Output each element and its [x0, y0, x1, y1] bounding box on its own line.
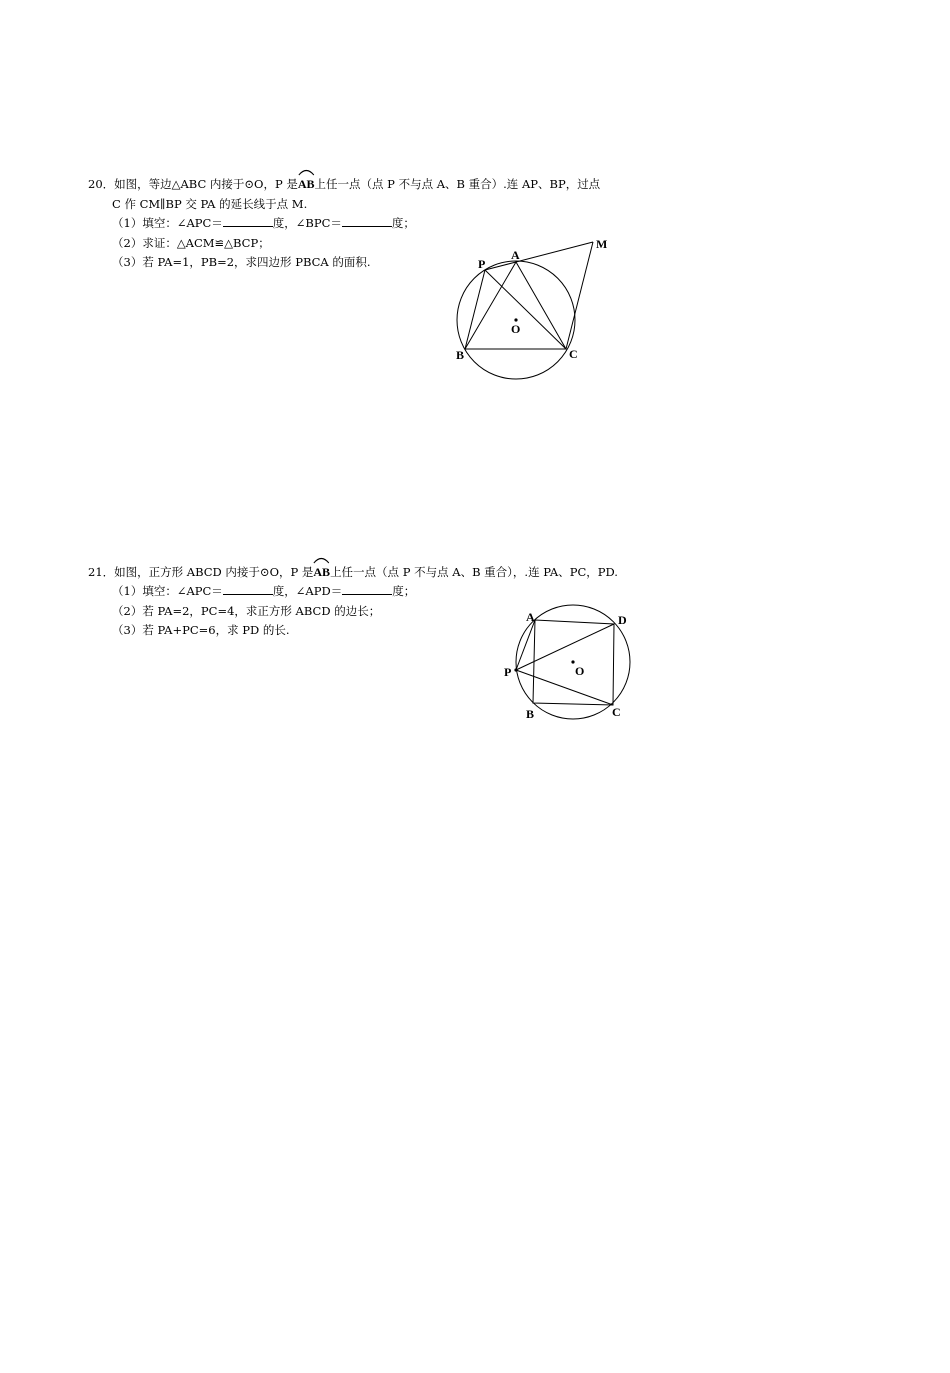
problem-21-question-1: [112, 583, 415, 599]
problem-21-question-3: （3）若 PA+PC=6，求 PD 的长.: [112, 623, 290, 637]
q1-text-c: 度；: [391, 216, 415, 230]
answer-blank-apc[interactable]: [223, 215, 273, 227]
segment-am: [516, 242, 593, 262]
problem-20-question-2: （2）求证：△ACM≌△BCP；: [112, 236, 270, 250]
answer-blank-apc-21[interactable]: [223, 583, 273, 595]
problem-21-question-2: （2）若 PA=2，PC=4，求正方形 ABCD 的边长；: [112, 604, 381, 618]
problem-21-text-a: 21．如图，正方形 ABCD 内接于⊙O，P 是: [88, 565, 314, 579]
label-p: P: [478, 257, 486, 271]
problem-21-text-b: 上任一点（点 P 不与点 A、B 重合），.连 PA、PC，PD.: [330, 565, 618, 579]
q1-text-a: （1）填空：∠APC＝: [112, 584, 223, 598]
label-o: O: [575, 664, 585, 678]
q1-text-b: 度，∠BPC＝: [272, 216, 342, 230]
label-c: C: [569, 347, 578, 361]
label-d: D: [618, 613, 627, 627]
q1-text-a: （1）填空：∠APC＝: [112, 216, 223, 230]
problem-20-text-a: 20．如图，等边△ABC 内接于⊙O，P 是: [88, 177, 298, 191]
label-b: B: [456, 348, 465, 362]
problem-20-question-1: [112, 215, 415, 231]
point-p: [514, 668, 517, 671]
problem-20-line-1: [88, 176, 600, 192]
answer-blank-bpc[interactable]: [342, 215, 392, 227]
problem-20-line-2: C 作 CM∥BP 交 PA 的延长线于点 M.: [112, 197, 308, 211]
arc-ab: [298, 176, 315, 192]
segment-pc: [485, 270, 566, 349]
arc-label: AB: [297, 177, 315, 191]
arc-symbol-icon: [313, 556, 330, 564]
problem-20-question-3: （3）若 PA=1，PB=2，求四边形 PBCA 的面积.: [112, 255, 371, 269]
arc-ab-21: [313, 564, 330, 580]
label-a: A: [526, 610, 535, 624]
arc-symbol-icon: [298, 168, 315, 176]
q1-text-b: 度，∠APD＝: [272, 584, 343, 598]
problem-20-figure: [440, 232, 630, 392]
label-b: B: [526, 707, 535, 721]
label-a: A: [511, 248, 520, 262]
segment-pb: [465, 270, 485, 349]
label-o: O: [511, 322, 521, 336]
arc-label: AB: [313, 565, 331, 579]
q1-text-c: 度；: [392, 584, 416, 598]
answer-blank-apd[interactable]: [342, 583, 392, 595]
label-m: M: [596, 237, 608, 251]
problem-21-line-1: [88, 564, 618, 580]
label-c: C: [612, 705, 621, 719]
problem-21-figure: [495, 595, 640, 725]
problem-20-text-b: 上任一点（点 P 不与点 A、B 重合）.连 AP、BP，过点: [314, 177, 601, 191]
label-p: P: [504, 665, 512, 679]
